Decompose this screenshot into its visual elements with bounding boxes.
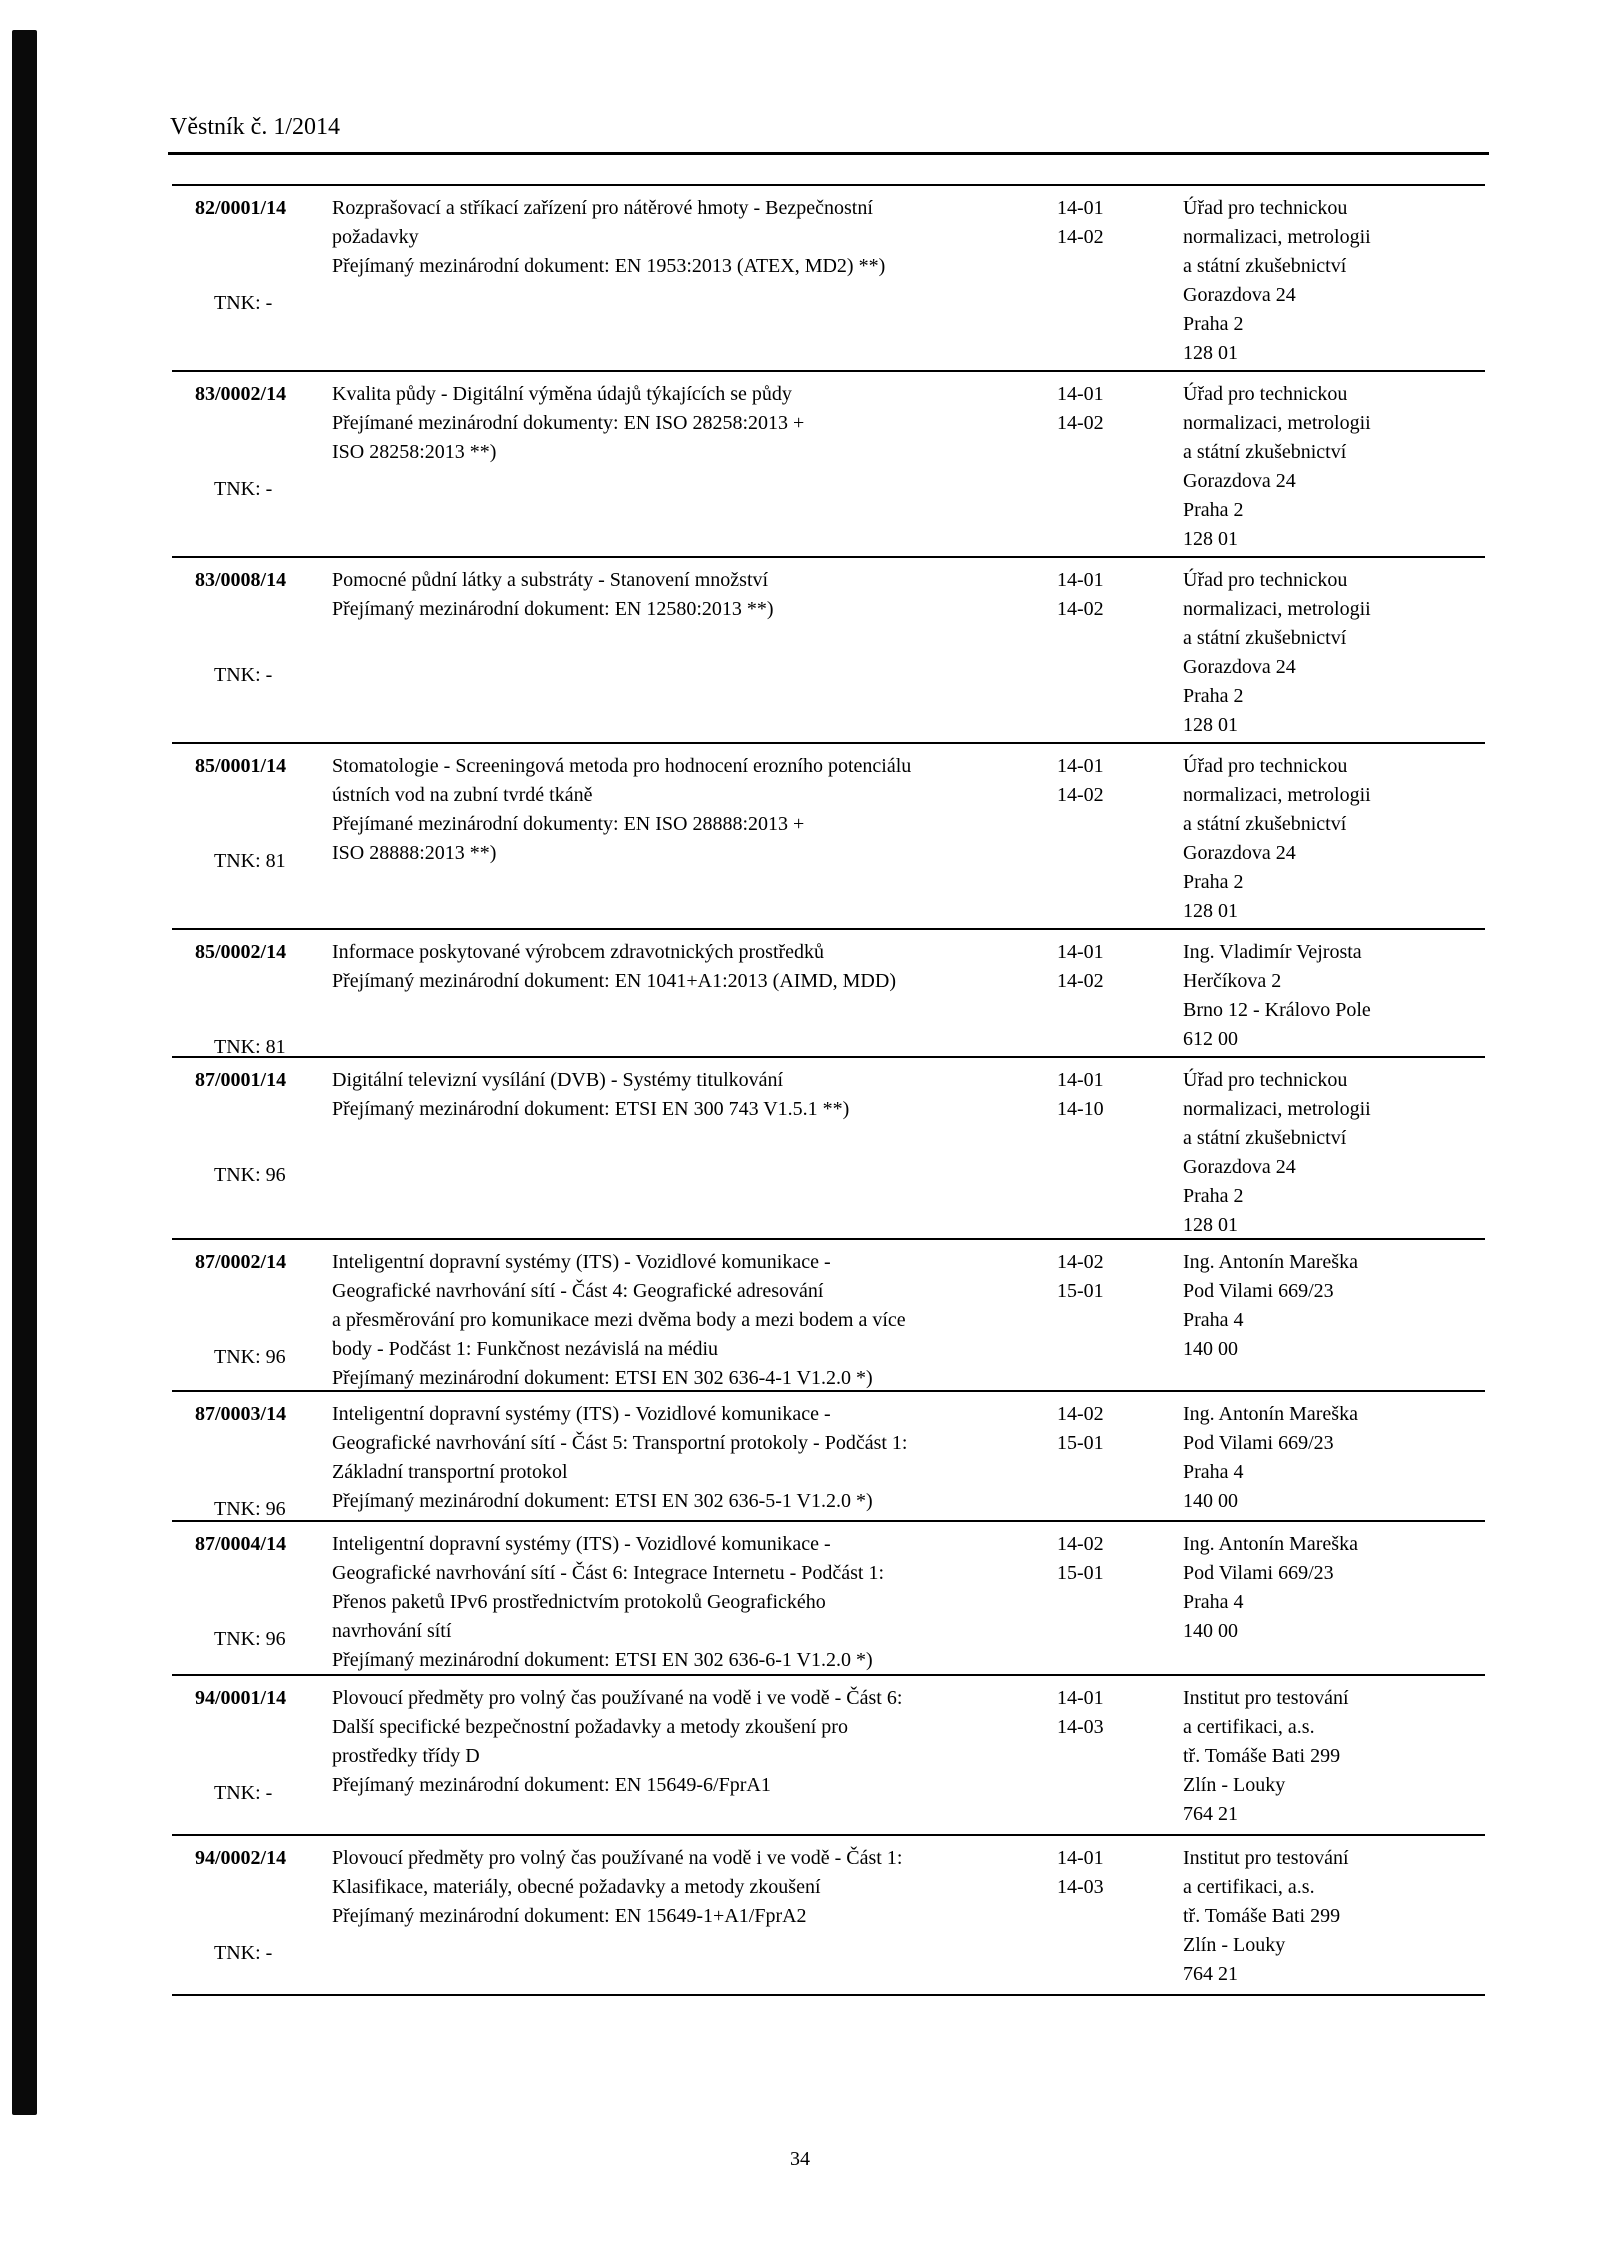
address-line: Ing. Antonín Mareška [1183, 1251, 1358, 1273]
address-line: Praha 2 [1183, 499, 1244, 521]
table-row [172, 372, 1485, 558]
address-line: 128 01 [1183, 342, 1238, 364]
tnk-label: TNK: - [214, 478, 273, 500]
address-line: a státní zkušebnictví [1183, 255, 1347, 277]
address-line: normalizaci, metrologii [1183, 412, 1371, 434]
description-line: navrhování sítí [332, 1620, 452, 1642]
description-line: Plovoucí předměty pro volný čas používané na vodě i ve vodě - Část 6: [332, 1687, 903, 1709]
contact-address [1183, 380, 1371, 554]
ics-code: 14-01 [1057, 569, 1104, 591]
standard-description [332, 752, 911, 868]
ics-codes [1057, 1844, 1104, 1902]
description-line: a přesměrování pro komunikace mezi dvěma body a mezi bodem a více [332, 1309, 906, 1331]
address-line: Pod Vilami 669/23 [1183, 1432, 1334, 1454]
table-row [172, 1058, 1485, 1240]
contact-address [1183, 1844, 1349, 1989]
ics-code: 14-03 [1057, 1716, 1104, 1738]
address-line: tř. Tomáše Bati 299 [1183, 1745, 1341, 1767]
address-line: Institut pro testování [1183, 1687, 1349, 1709]
ics-code: 15-01 [1057, 1280, 1104, 1302]
address-line: a státní zkušebnictví [1183, 1127, 1347, 1149]
address-line: Praha 4 [1183, 1591, 1244, 1613]
address-line: a certifikaci, a.s. [1183, 1876, 1315, 1898]
address-line: 128 01 [1183, 528, 1238, 550]
standard-description [332, 938, 896, 996]
address-line: Ing. Antonín Mareška [1183, 1533, 1358, 1555]
ics-code: 14-02 [1057, 226, 1104, 248]
address-line: a státní zkušebnictví [1183, 813, 1347, 835]
page-title: Věstník č. 1/2014 [170, 114, 340, 140]
address-line: Úřad pro technickou [1183, 197, 1348, 219]
address-line: Gorazdova 24 [1183, 470, 1296, 492]
address-line: 128 01 [1183, 714, 1238, 736]
description-line: Přejímaný mezinárodní dokument: EN 1041+A1:2013 (AIMD, MDD) [332, 970, 896, 992]
description-line: ústních vod na zubní tvrdé tkáně [332, 784, 593, 806]
tnk-label: TNK: 81 [214, 850, 286, 872]
ics-code: 14-02 [1057, 1533, 1104, 1555]
ics-codes [1057, 1530, 1104, 1588]
description-line: Pomocné půdní látky a substráty - Stanovení množství [332, 569, 769, 591]
ics-code: 14-02 [1057, 1251, 1104, 1273]
reference-number: 85/0001/14 [195, 755, 287, 777]
contact-address [1183, 194, 1371, 368]
ics-code: 14-02 [1057, 598, 1104, 620]
address-line: tř. Tomáše Bati 299 [1183, 1905, 1341, 1927]
ics-codes [1057, 1684, 1104, 1742]
contact-address [1183, 938, 1371, 1054]
description-line: Přejímané mezinárodní dokumenty: EN ISO 28258:2013 + [332, 412, 805, 434]
ics-codes [1057, 752, 1104, 810]
reference-number: 87/0001/14 [195, 1069, 287, 1091]
description-line: Přejímaný mezinárodní dokument: ETSI EN 302 636-4-1 V1.2.0 *) [332, 1367, 873, 1389]
address-line: 140 00 [1183, 1490, 1238, 1512]
ics-codes [1057, 1248, 1104, 1306]
ics-code: 15-01 [1057, 1432, 1104, 1454]
address-line: Praha 2 [1183, 1185, 1244, 1207]
address-line: 140 00 [1183, 1620, 1238, 1642]
ics-code: 14-02 [1057, 412, 1104, 434]
table-row [172, 1392, 1485, 1522]
ics-codes [1057, 566, 1104, 624]
tnk-label: TNK: 81 [214, 1036, 286, 1058]
ics-codes [1057, 1400, 1104, 1458]
reference-number: 87/0002/14 [195, 1251, 287, 1273]
ics-codes [1057, 938, 1104, 996]
ics-code: 15-01 [1057, 1562, 1104, 1584]
standard-description [332, 566, 774, 624]
tnk-label: TNK: - [214, 664, 273, 686]
table-row [172, 1836, 1485, 1996]
address-line: Gorazdova 24 [1183, 842, 1296, 864]
address-line: Zlín - Louky [1183, 1774, 1286, 1796]
ics-codes [1057, 194, 1104, 252]
tnk-label: TNK: 96 [214, 1164, 286, 1186]
ics-code: 14-10 [1057, 1098, 1104, 1120]
description-line: Geografické navrhování sítí - Část 6: Integrace Internetu - Podčást 1: [332, 1562, 885, 1584]
address-line: Pod Vilami 669/23 [1183, 1280, 1334, 1302]
description-line: Klasifikace, materiály, obecné požadavky a metody zkoušení [332, 1876, 821, 1898]
table-row [172, 186, 1485, 372]
table-row [172, 930, 1485, 1058]
ics-code: 14-01 [1057, 383, 1104, 405]
description-line: Přejímaný mezinárodní dokument: ETSI EN 302 636-6-1 V1.2.0 *) [332, 1649, 873, 1671]
address-line: a certifikaci, a.s. [1183, 1716, 1315, 1738]
address-line: Praha 4 [1183, 1461, 1244, 1483]
standards-table [172, 184, 1485, 1996]
ics-code: 14-02 [1057, 784, 1104, 806]
page-number: 34 [790, 2148, 810, 2170]
reference-number: 94/0002/14 [195, 1847, 287, 1869]
address-line: Praha 2 [1183, 685, 1244, 707]
description-line: prostředky třídy D [332, 1745, 480, 1767]
reference-number: 83/0008/14 [195, 569, 287, 591]
scan-edge-artifact [12, 30, 37, 2115]
address-line: Ing. Antonín Mareška [1183, 1403, 1358, 1425]
description-line: Přejímaný mezinárodní dokument: EN 12580:2013 **) [332, 598, 774, 620]
address-line: normalizaci, metrologii [1183, 1098, 1371, 1120]
address-line: a státní zkušebnictví [1183, 441, 1347, 463]
address-line: Praha 2 [1183, 871, 1244, 893]
reference-number: 87/0004/14 [195, 1533, 287, 1555]
description-line: Další specifické bezpečnostní požadavky a metody zkoušení pro [332, 1716, 848, 1738]
description-line: Informace poskytované výrobcem zdravotnických prostředků [332, 941, 825, 963]
ics-code: 14-01 [1057, 197, 1104, 219]
table-row [172, 744, 1485, 930]
table-row [172, 558, 1485, 744]
description-line: ISO 28258:2013 **) [332, 441, 497, 463]
address-line: Gorazdova 24 [1183, 656, 1296, 678]
description-line: Stomatologie - Screeningová metoda pro hodnocení erozního potenciálu [332, 755, 912, 777]
ics-code: 14-01 [1057, 1847, 1104, 1869]
description-line: Geografické navrhování sítí - Část 4: Geografické adresování [332, 1280, 824, 1302]
reference-number: 85/0002/14 [195, 941, 287, 963]
description-line: Základní transportní protokol [332, 1461, 568, 1483]
contact-address [1183, 566, 1371, 740]
address-line: 764 21 [1183, 1803, 1238, 1825]
address-line: Úřad pro technickou [1183, 755, 1348, 777]
description-line: Přejímaný mezinárodní dokument: EN 1953:2013 (ATEX, MD2) **) [332, 255, 886, 277]
ics-code: 14-03 [1057, 1876, 1104, 1898]
address-line: Brno 12 - Královo Pole [1183, 999, 1371, 1021]
ics-code: 14-01 [1057, 941, 1104, 963]
description-line: požadavky [332, 226, 419, 248]
address-line: Herčíkova 2 [1183, 970, 1282, 992]
address-line: Pod Vilami 669/23 [1183, 1562, 1334, 1584]
description-line: Digitální televizní vysílání (DVB) - Systémy titulkování [332, 1069, 784, 1091]
contact-address [1183, 1400, 1358, 1516]
address-line: normalizaci, metrologii [1183, 784, 1371, 806]
contact-address [1183, 1684, 1349, 1829]
tnk-label: TNK: - [214, 1942, 273, 1964]
table-row [172, 1522, 1485, 1676]
address-line: 140 00 [1183, 1338, 1238, 1360]
standard-description [332, 1066, 849, 1124]
reference-number: 82/0001/14 [195, 197, 287, 219]
ics-code: 14-02 [1057, 1403, 1104, 1425]
description-line: body - Podčást 1: Funkčnost nezávislá na médiu [332, 1338, 719, 1360]
description-line: Rozprašovací a stříkací zařízení pro nátěrové hmoty - Bezpečnostní [332, 197, 873, 219]
ics-code: 14-01 [1057, 755, 1104, 777]
contact-address [1183, 1066, 1371, 1240]
description-line: Přejímaný mezinárodní dokument: EN 15649-1+A1/FprA2 [332, 1905, 807, 1927]
address-line: Úřad pro technickou [1183, 1069, 1348, 1091]
description-line: Přejímané mezinárodní dokumenty: EN ISO 28888:2013 + [332, 813, 805, 835]
contact-address [1183, 752, 1371, 926]
description-line: Přejímaný mezinárodní dokument: ETSI EN 300 743 V1.5.1 **) [332, 1098, 850, 1120]
address-line: Praha 2 [1183, 313, 1244, 335]
standard-description [332, 1684, 902, 1800]
address-line: a státní zkušebnictví [1183, 627, 1347, 649]
standard-description [332, 1844, 902, 1931]
header-divider [168, 152, 1489, 155]
tnk-label: TNK: 96 [214, 1498, 286, 1520]
description-line: Přejímaný mezinárodní dokument: ETSI EN 302 636-5-1 V1.2.0 *) [332, 1490, 873, 1512]
standard-description [332, 380, 804, 467]
standard-description [332, 1400, 907, 1516]
standard-description [332, 1530, 884, 1675]
contact-address [1183, 1248, 1358, 1364]
reference-number: 94/0001/14 [195, 1687, 287, 1709]
ics-code: 14-02 [1057, 970, 1104, 992]
ics-codes [1057, 380, 1104, 438]
address-line: 128 01 [1183, 1214, 1238, 1236]
address-line: Gorazdova 24 [1183, 1156, 1296, 1178]
address-line: Praha 4 [1183, 1309, 1244, 1331]
contact-address [1183, 1530, 1358, 1646]
ics-codes [1057, 1066, 1104, 1124]
address-line: 128 01 [1183, 900, 1238, 922]
tnk-label: TNK: - [214, 1782, 273, 1804]
address-line: normalizaci, metrologii [1183, 598, 1371, 620]
address-line: Úřad pro technickou [1183, 569, 1348, 591]
address-line: 612 00 [1183, 1028, 1238, 1050]
table-row [172, 1676, 1485, 1836]
address-line: Ing. Vladimír Vejrosta [1183, 941, 1362, 963]
tnk-label: TNK: 96 [214, 1628, 286, 1650]
description-line: Geografické navrhování sítí - Část 5: Transportní protokoly - Podčást 1: [332, 1432, 908, 1454]
description-line: Inteligentní dopravní systémy (ITS) - Vozidlové komunikace - [332, 1403, 831, 1425]
table-row [172, 1240, 1485, 1392]
ics-code: 14-01 [1057, 1687, 1104, 1709]
address-line: Úřad pro technickou [1183, 383, 1348, 405]
standard-description [332, 1248, 906, 1393]
reference-number: 87/0003/14 [195, 1403, 287, 1425]
description-line: Přejímaný mezinárodní dokument: EN 15649-6/FprA1 [332, 1774, 771, 1796]
standard-description [332, 194, 885, 281]
address-line: normalizaci, metrologii [1183, 226, 1371, 248]
address-line: Institut pro testování [1183, 1847, 1349, 1869]
address-line: Zlín - Louky [1183, 1934, 1286, 1956]
tnk-label: TNK: - [214, 292, 273, 314]
description-line: Přenos paketů IPv6 prostřednictvím protokolů Geografického [332, 1591, 826, 1613]
description-line: Inteligentní dopravní systémy (ITS) - Vozidlové komunikace - [332, 1533, 831, 1555]
ics-code: 14-01 [1057, 1069, 1104, 1091]
description-line: Inteligentní dopravní systémy (ITS) - Vozidlové komunikace - [332, 1251, 831, 1273]
description-line: Plovoucí předměty pro volný čas používané na vodě i ve vodě - Část 1: [332, 1847, 903, 1869]
tnk-label: TNK: 96 [214, 1346, 286, 1368]
reference-number: 83/0002/14 [195, 383, 287, 405]
address-line: 764 21 [1183, 1963, 1238, 1985]
address-line: Gorazdova 24 [1183, 284, 1296, 306]
description-line: Kvalita půdy - Digitální výměna údajů týkajících se půdy [332, 383, 792, 405]
description-line: ISO 28888:2013 **) [332, 842, 497, 864]
